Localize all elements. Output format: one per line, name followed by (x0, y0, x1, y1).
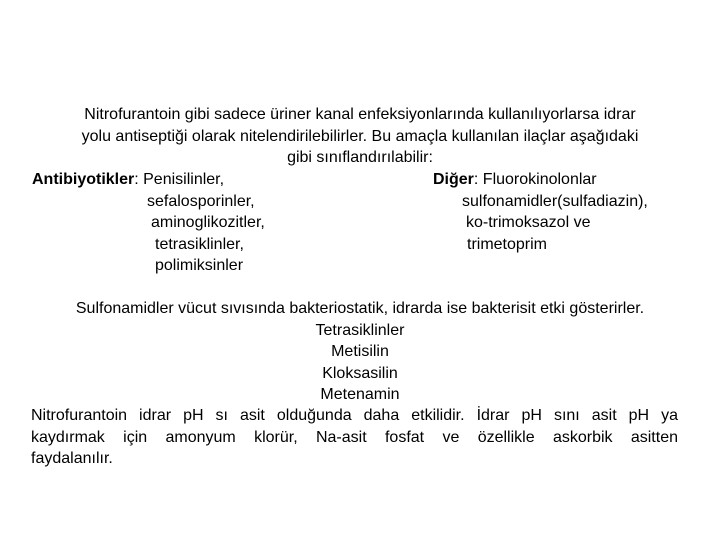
antibiotics-separator: : (134, 171, 144, 188)
other-item: ko-trimoksazol ve (466, 214, 591, 231)
antibiotics-heading: Antibiyotikler (32, 171, 135, 188)
closing-line: Nitrofurantoin idrar pH sı asit olduğunda daha etkilidir. İdrar pH sını asit pH ya (31, 407, 678, 424)
antibiotics-item: sefalosporinler, (147, 193, 255, 210)
other-item: Fluorokinolonlar (482, 171, 597, 188)
antibiotics-item: tetrasiklinler, (155, 236, 244, 253)
drug-list-item: Metisilin (331, 343, 389, 360)
drug-list-item: Tetrasiklinler (315, 322, 405, 339)
intro-line: yolu antiseptiği olarak nitelendirilebilirler. Bu amaçla kullanılan ilaçlar aşağıdaki (81, 127, 639, 145)
antibiotics-item: aminoglikozitler, (151, 214, 265, 231)
closing-line: faydalanılır. (31, 450, 113, 467)
sulfonamide-note: Sulfonamidler vücut sıvısında bakteriostatik, idrarda ise bakterisit etki gösterirler. (75, 300, 645, 317)
intro-paragraph (32, 104, 688, 169)
antibiotics-item: Penisilinler, (143, 171, 225, 188)
closing-paragraph (31, 405, 678, 470)
other-heading: Diğer (433, 171, 474, 188)
other-separator: : (473, 171, 483, 188)
other-item: sulfonamidler(sulfadiazin), (462, 193, 648, 210)
drug-list-item: Metenamin (320, 386, 400, 403)
antibiotics-heading-line (32, 169, 224, 191)
intro-line: Nitrofurantoin gibi sadece üriner kanal enfeksiyonlarında kullanılıyorlarsa idrar (84, 106, 636, 123)
intro-line: gibi sınıflandırılabilir: (287, 149, 433, 166)
antibiotics-item: polimiksinler (155, 257, 244, 274)
closing-line: kaydırmak için amonyum klorür, Na-asit fosfat ve özellikle askorbik asitten (31, 428, 678, 446)
drug-list-item: Kloksasilin (322, 365, 398, 382)
other-heading-line (433, 169, 597, 191)
other-item: trimetoprim (467, 236, 548, 253)
